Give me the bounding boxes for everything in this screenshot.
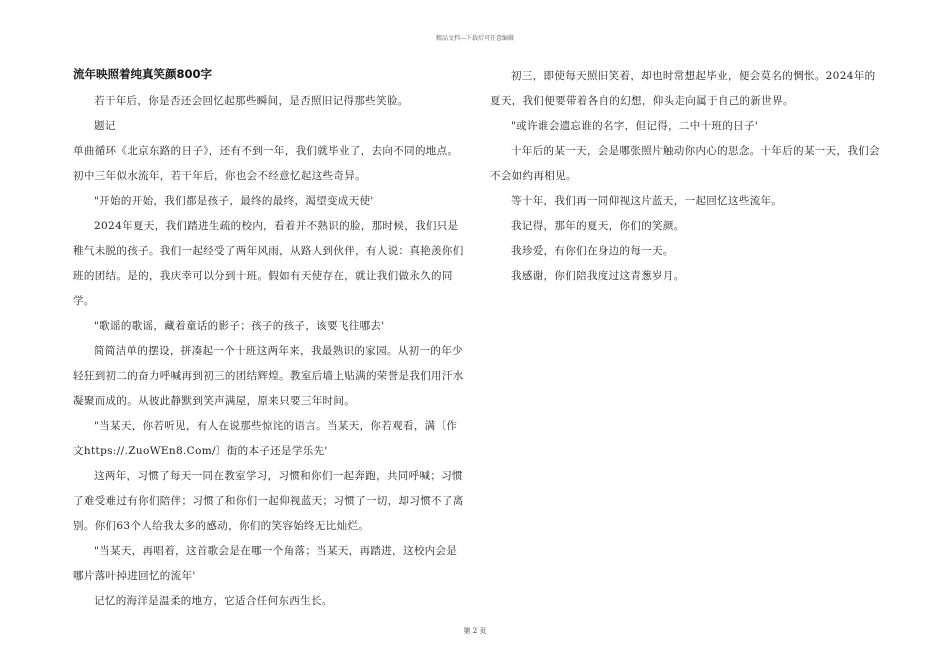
left-column — [73, 64, 465, 614]
body-paragraph: 2024年夏天，我们踏进生疏的校内，看着并不熟识的脸，那时候，我们只是稚气未脱的孩子。我们一起经受了两年风雨，从路人到伙伴，有人说：真艳羡你们班的团结。是的，我庆幸可以分到十班。假如有天使存在，就让我们做永久的同学。 — [73, 220, 464, 307]
body-paragraph: 我珍爱，有你们在身边的每一天。 — [511, 245, 674, 257]
body-paragraph: 我感谢，你们陪我度过这青葱岁月。 — [511, 270, 685, 282]
page-number: 第 2 页 — [463, 627, 487, 635]
body-paragraph: 题记 — [94, 120, 116, 132]
body-paragraph: 单曲循环《北京东路的日子》，还有不到一年，我们就毕业了，去向不同的地点。初中三年似水流年，若干年后，你也会不经意忆起这些奇异。 — [73, 145, 459, 182]
body-paragraph: "当某天，你若听见，有人在说那些惊诧的语言。当某天，你若观看，满〔作文https://.ZuoWEn8.Com/〕街的本子还是学乐先' — [73, 420, 458, 457]
page-header-note: 精品文档---下载后可任意编辑 — [435, 35, 515, 42]
article-title: 流年映照着纯真笑颜800字 — [73, 67, 213, 81]
right-column — [490, 64, 882, 289]
body-paragraph: 十年后的某一天，会是哪张照片触动你内心的思念。十年后的某一天，我们会不会如约再相见。 — [490, 145, 880, 182]
body-paragraph: 简简洁单的摆设，拼凑起一个十班这两年来，我最熟识的家园。从初一的年少轻狂到初二的奋力呼喊再到初三的团结辉煌。教室后墙上贴满的荣誉是我们用汗水凝聚而成的。从彼此静默到笑声满屋，原来只要三年时间。 — [73, 345, 464, 407]
body-paragraph: 我记得，那年的夏天，你们的笑颜。 — [511, 220, 685, 232]
body-paragraph: "当某天，再唱着，这首歌会是在哪一个角落；当某天，再踏进，这校内会是哪片落叶掉进回忆的流年' — [73, 545, 458, 582]
body-paragraph: "开始的开始，我们都是孩子，最终的最终，渴望变成天使' — [94, 195, 374, 207]
body-paragraph: "歌谣的歌谣，藏着童话的影子；孩子的孩子，该要飞往哪去' — [94, 320, 385, 332]
left-paragraphs — [73, 89, 465, 614]
body-paragraph: "或许谁会遗忘谁的名字，但记得，二中十班的日子' — [511, 120, 759, 132]
right-paragraphs — [490, 64, 882, 289]
body-paragraph: 这两年，习惯了每天一同在教室学习，习惯和你们一起奔跑，共同呼喊；习惯了难受难过有你们陪伴；习惯了和你们一起仰视蓝天；习惯了一切，却习惯不了离别。你们63个人给我太多的感动，你们的笑容始终无比灿烂。 — [73, 470, 464, 532]
body-paragraph: 若干年后，你是否还会回忆起那些瞬间，是否照旧记得那些笑脸。 — [94, 95, 409, 107]
body-paragraph: 等十年，我们再一同仰视这片蓝天，一起回忆这些流年。 — [511, 195, 783, 207]
body-paragraph: 记忆的海洋是温柔的地方，它适合任何东西生长。 — [94, 595, 333, 607]
body-paragraph: 初三，即使每天照旧笑着，却也时常想起毕业，便会莫名的惆怅。2024年的夏天，我们便要带着各自的幻想，仰头走向属于自己的新世界。 — [490, 70, 876, 107]
